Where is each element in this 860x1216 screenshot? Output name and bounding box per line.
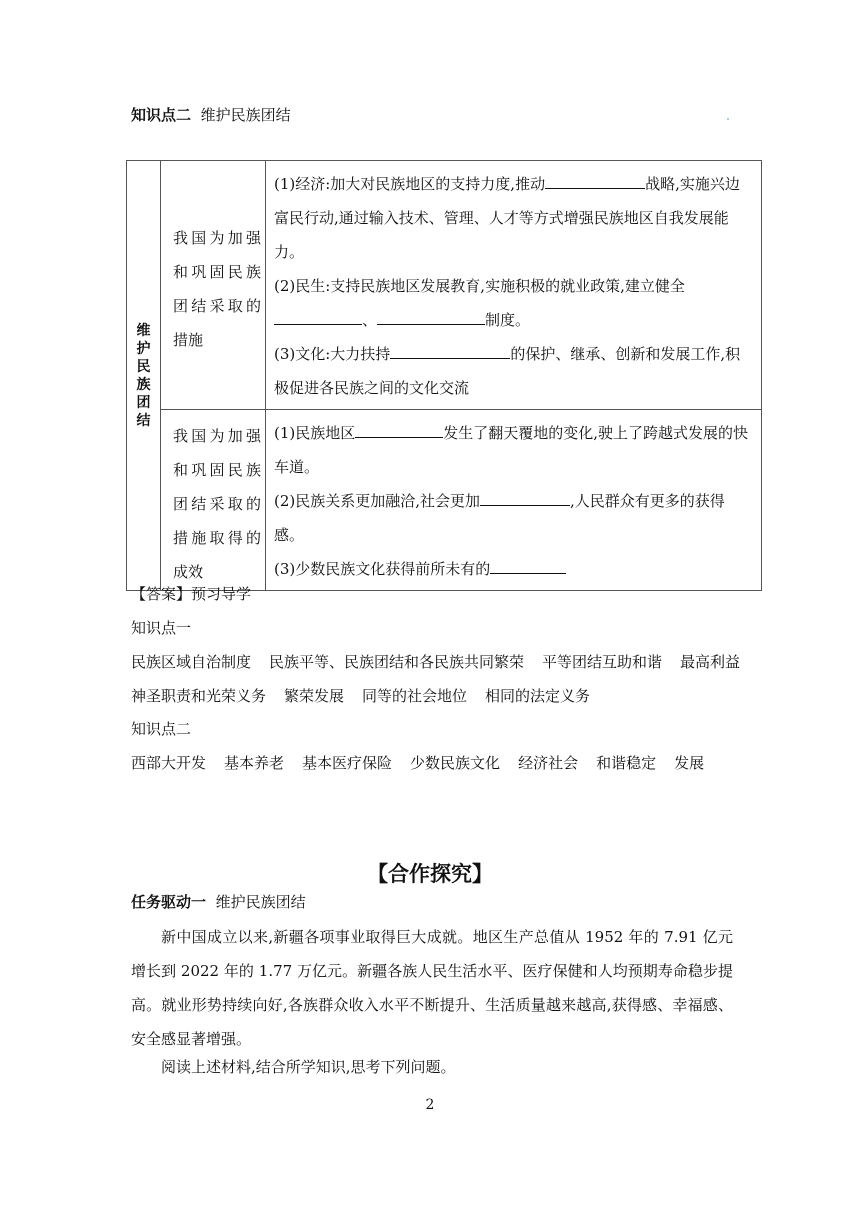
- task-title: 维护民族团结: [215, 893, 306, 911]
- section-title: 【合作探究】: [367, 862, 493, 886]
- detail-cell: [266, 161, 762, 410]
- fill-blank: [377, 304, 485, 325]
- fill-blank: [390, 338, 510, 359]
- answer-item: 同等的社会地位: [362, 687, 468, 705]
- answer-item: 相同的法定义务: [485, 687, 591, 705]
- answer-item: 最高利益: [680, 653, 741, 671]
- decorative-dot: [727, 118, 729, 120]
- category-cell: [127, 161, 161, 591]
- answer-k1-label: 知识点一: [131, 619, 192, 637]
- detail-line: (1)经济:加大对民族地区的支持力度,推动 战略,实施兴边富民行动,通过输入技术、管理、人才等方式增强民族地区自我发展能力。: [274, 167, 753, 269]
- detail-line: (3)少数民族文化获得前所未有的: [274, 552, 753, 586]
- task-heading: [131, 891, 306, 912]
- answer-item: 基本医疗保险: [302, 754, 393, 772]
- heading-label: 知识点二: [131, 106, 192, 124]
- category-label: 维护民族团结: [136, 322, 151, 429]
- fill-blank: [545, 168, 645, 189]
- detail-line: (2)民族关系更加融洽,社会更加 ,人民群众有更多的获得感。: [274, 484, 753, 552]
- subject-text: 我国为加强和巩固民族团结采取的措施取得的成效: [173, 427, 261, 581]
- fill-blank: [490, 553, 566, 574]
- subject-cell: [161, 161, 266, 410]
- answer-item: 和谐稳定: [596, 754, 657, 772]
- page-number: 2: [425, 1097, 435, 1113]
- answer-item: 经济社会: [518, 754, 579, 772]
- subject-text: 我国为加强和巩固民族团结采取的措施: [173, 229, 261, 349]
- subject-cell: [161, 410, 266, 591]
- answer-item: 基本养老: [224, 754, 285, 772]
- fill-blank: [274, 304, 362, 325]
- detail-line: (2)民生:支持民族地区发展教育,实施积极的就业政策,建立健全、 制度。: [274, 277, 685, 329]
- answer-item: 民族平等、民族团结和各民族共同繁荣: [269, 653, 525, 671]
- task-label: 任务驱动一: [131, 893, 207, 911]
- answer-item: 民族区域自治制度: [131, 653, 252, 671]
- answer-k2-label: 知识点二: [131, 720, 192, 738]
- answer-k2-row: [131, 752, 722, 774]
- answer-item: 西部大开发: [131, 754, 207, 772]
- answer-item: 少数民族文化: [410, 754, 501, 772]
- answer-item: 繁荣发展: [284, 687, 345, 705]
- table-row: [127, 161, 762, 410]
- answer-item: 平等团结互助和谐: [542, 653, 663, 671]
- detail-line: (1)民族地区 发生了翻天覆地的变化,驶上了跨越式发展的快车道。: [274, 416, 753, 484]
- detail-cell: [266, 410, 762, 591]
- instruction-text: 阅读上述材料,结合所学知识,思考下列问题。: [161, 1058, 456, 1076]
- knowledge-table: [126, 160, 762, 591]
- answer-k1-row1: [131, 651, 758, 673]
- answer-item: 发展: [674, 754, 705, 772]
- fill-blank: [480, 485, 570, 506]
- answer-item: 神圣职责和光荣义务: [131, 687, 267, 705]
- heading-title: 维护民族团结: [200, 106, 291, 124]
- detail-line: (3)文化:大力扶持 的保护、继承、创新和发展工作,积极促进各民族之间的文化交流: [274, 337, 753, 405]
- answer-title: 【答案】预习导学: [131, 585, 252, 603]
- section-heading: [131, 104, 291, 126]
- fill-blank: [355, 417, 443, 438]
- answer-k1-row2: [131, 685, 608, 707]
- material-paragraph: 新中国成立以来,新疆各项事业取得巨大成就。地区生产总值从 1952 年的 7.91 亿元增长到 2022 年的 1.77 万亿元。新疆各族人民生活水平、医疗保健和人均预期寿命稳步提高。就业形势持续向好,各族群众收入水平不断提升、生活质量越来越高,获得感、幸福感、安全感显著增强。: [131, 928, 733, 1048]
- table-row: [127, 410, 762, 591]
